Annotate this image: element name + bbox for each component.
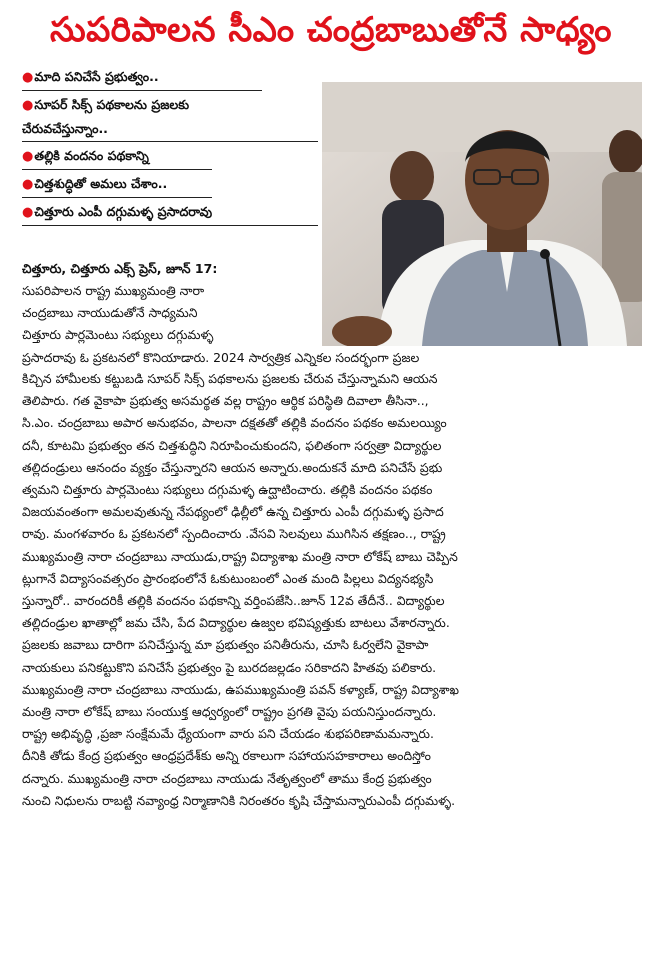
- highlight-text: మాది పనిచేసే ప్రభుత్వం..: [34, 69, 159, 84]
- highlight-item: [22, 173, 212, 198]
- highlight-text: తల్లికి వందనం పథకాన్ని: [34, 148, 149, 163]
- article-body-wide: [22, 368, 642, 812]
- highlight-item: [22, 145, 212, 170]
- body-line: మంత్రి నారా లోకేష్ బాబు సంయుక్త ఆధ్వర్యంలో రాష్ట్రం ప్రగతి వైపు పయనిస్తుందన్నారు.: [22, 704, 437, 720]
- highlight-item-continued: [22, 118, 318, 142]
- bullet-dot-icon: ●: [22, 70, 34, 85]
- highlight-text: చిత్తశుద్ధితో అమలు చేశాం..: [34, 176, 168, 191]
- body-line: దీనికి తోడు కేంద్ర ప్రభుత్వం ఆంధ్రప్రదేశ్‌కు అన్ని రకాలుగా సహాయసహకారాలు అందిస్తోం: [22, 748, 431, 764]
- highlights-list: [22, 66, 318, 229]
- body-line: కిచ్చిన హామీలకు కట్టుబడి సూపర్ సిక్స్ పథకాలను ప్రజలకు చేరువ చేస్తున్నామని ఆయన: [22, 371, 438, 386]
- body-line: తల్లిదండ్రులు ఆనందం వ్యక్తం చేస్తున్నారని ఆయన అన్నారు.అందుకనే మాది పనిచేసే ప్రభు: [22, 459, 443, 475]
- body-line: రావు. మంగళవారం ఓ ప్రకటనలో స్పందించారు .వేసవి సెలవులు ముగిసిన తక్షణం.., రాష్ట్ర: [22, 526, 446, 542]
- body-line: చిత్తూరు పార్లమెంటు సభ్యులు దగ్గుమళ్ళ: [22, 327, 214, 343]
- bullet-dot-icon: ●: [22, 149, 34, 164]
- speaker-portrait-image: [322, 82, 642, 346]
- mp-photo: [322, 82, 642, 346]
- dateline: చిత్తూరు, చిత్తూరు ఎక్స్ ప్రెస్, జూన్ 17:: [22, 261, 218, 276]
- body-line: నుంచి నిధులను రాబట్టి నవ్యాంధ్ర నిర్మాణానికి నిరంతరం కృషి చేస్తామన్నారుఎంపీ దగ్గుమళ్ళ.: [22, 792, 456, 808]
- highlight-item: [22, 94, 318, 118]
- body-line: రాష్ట్ర అభివృద్ధి ,ప్రజా సంక్షేమమే ధ్యేయంగా వారు పని చేయడం శుభపరిణామమన్నారు.: [22, 726, 434, 742]
- highlight-text: చిత్తూరు ఎంపీ దగ్గుమళ్ళ ప్రసాదరావు: [34, 204, 213, 219]
- body-line: ట్లుగానే విద్యాసంవత్సరం ప్రారంభంలోనే ఓకుటుంబంలో ఎంత మంది పిల్లలు విద్యనభ్యసి: [22, 570, 434, 586]
- highlight-item: [22, 201, 318, 226]
- bullet-dot-icon: ●: [22, 98, 34, 113]
- body-line: సి.ఎం. చంద్రబాబు అపార అనుభవం, పాలనా దక్షతతో తల్లికి వందనం పథకం అమలయ్యిం: [22, 415, 447, 431]
- body-line: ముఖ్యమంత్రి నారా చంద్రబాబు నాయుడు,రాష్ట్ర విద్యాశాఖ మంత్రి నారా లోకేష్ బాబు చెప్పిన: [22, 548, 458, 564]
- body-line: ప్రసాదరావు ఓ ప్రకటనలో కొనియాడారు. 2024 సార్వత్రిక ఎన్నికల సందర్భంగా ప్రజల: [22, 349, 420, 365]
- article-body-narrow: [22, 280, 420, 369]
- highlight-text: చేరువచేస్తున్నాం..: [22, 121, 108, 136]
- body-line: చంద్రబాబు నాయుడుతోనే సాధ్యమని: [22, 305, 198, 321]
- body-line: దన్నారు. ముఖ్యమంత్రి నారా చంద్రబాబు నాయుడు నేతృత్వంలో తాము కేంద్ర ప్రభుత్వం: [22, 770, 432, 786]
- body-line: విజయవంతంగా అమలవుతున్న నేపథ్యంలో ఢిల్లీలో ఉన్న చిత్తూరు ఎంపీ దగ్గుమళ్ళ ప్రసాద: [22, 504, 444, 520]
- body-line: దనీ, కూటమి ప్రభుత్వం తన చిత్తశుద్ధిని నిరూపించుకుందని, ఫలితంగా సర్వత్రా విద్యార్థుల: [22, 437, 442, 453]
- bullet-dot-icon: ●: [22, 177, 34, 192]
- body-line: తల్లిదండ్రుల ఖాతాల్లో జమ చేసి, పేద విద్యార్థుల ఉజ్వల భవిష్యత్తుకు బాటలు వేశారన్నారు.: [22, 615, 450, 631]
- body-line: నాయకులు పనికట్టుకొని పనిచేసే ప్రభుత్వం పై బురదజల్లడం సరికాదని హితవు పలికారు.: [22, 659, 437, 675]
- body-line: ముఖ్యమంత్రి నారా చంద్రబాబు నాయుడు, ఉపముఖ్యమంత్రి పవన్ కళ్యాణ్, రాష్ట్ర విద్యాశాఖ: [22, 681, 459, 697]
- headline: సుపరిపాలన సీఎం చంద్రబాబుతోనే సాధ్యం: [49, 10, 612, 50]
- body-line: స్తున్నారో.. వారందరికీ తల్లికి వందనం పథకాన్ని వర్తింపజేసి..జూన్ 12వ తేదీనే.. విద్యార్థుల: [22, 593, 445, 609]
- body-line: తెలిపారు. గత వైకాపా ప్రభుత్వ అసమర్థత వల్ల రాష్ట్రం ఆర్థిక పరిస్థితి దివాలా తీసినా..,: [22, 393, 429, 409]
- body-line: సుపరిపాలన రాష్ట్ర ముఖ్యమంత్రి నారా: [22, 283, 205, 298]
- body-line: త్వమని చిత్తూరు పార్లమెంటు సభ్యులు దగ్గుమళ్ళ ఉద్ఘాటించారు. తల్లికి వందనం పథకం: [22, 482, 433, 498]
- highlight-item: [22, 66, 262, 91]
- bullet-dot-icon: ●: [22, 205, 34, 220]
- body-line: ప్రజలకు జవాబు దారిగా పనిచేస్తున్న మా ప్రభుత్వం పనితీరును, చూసి ఓర్వలేని వైకాపా: [22, 637, 429, 653]
- highlight-text: సూపర్ సిక్స్ పథకాలను ప్రజలకు: [34, 97, 190, 112]
